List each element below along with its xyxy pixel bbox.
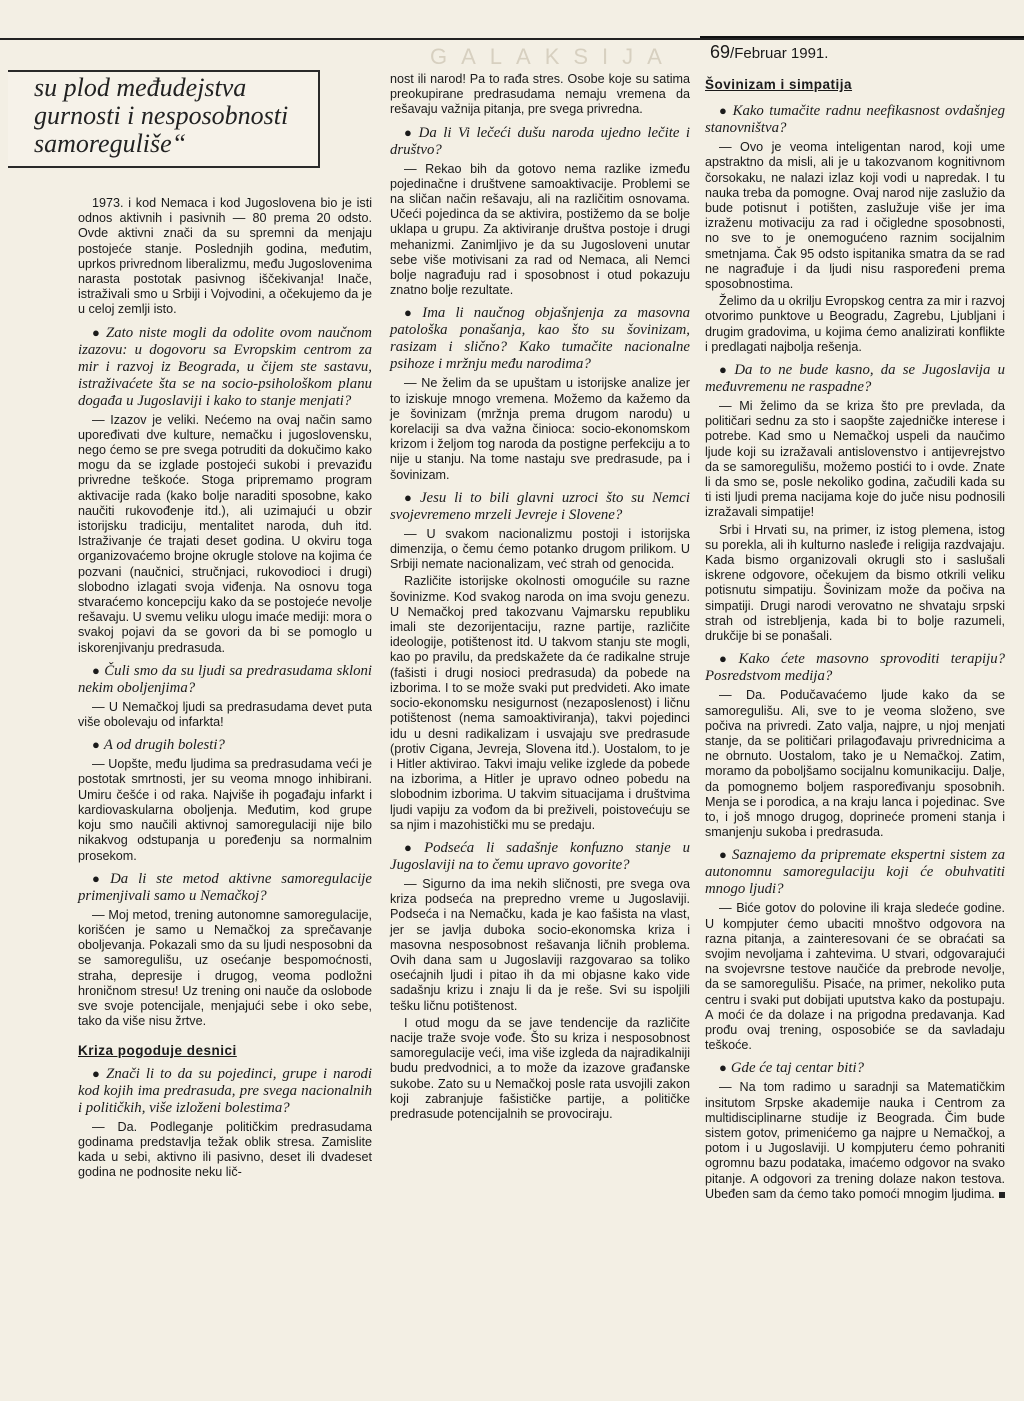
- body-paragraph: Srbi i Hrvati su, na primer, iz istog plemena, istog su porekla, ali ih kulturno nasleđe i religija razdvajaju. Kada bismo organizovali okrugli sto i saslušali iskrene odgovore, očekujem da bismo otkrili veliku potisnutu simpatiju. Šovinizam može da počiva na simpatiji. Drugi narodi verovatno ne shvataju srpski strah od istrebljenja, kada bi to bolje razumeli, drukčije bi se ponašali.: [705, 522, 1005, 644]
- body-paragraph: I otud mogu da se jave tendencije da različite nacije traže svoje vođe. Što su kriza i nesposobnost samoregulacije veći, ima više izgleda da najradikalniji budu predvodnici, a to može da izazove građanske sukobe. Zato su u Nemačkoj posle rata usvojili zakon koji zabranjuje fašističke partije, a političke predrasude potencijalnih se provociraju.: [390, 1015, 690, 1121]
- question-text: A od drugih bolesti?: [103, 737, 225, 754]
- body-paragraph: 1973. i kod Nemaca i kod Jugoslovena bio je isti odnos aktivnih i pasivnih — 80 prema 20 odsto. Ovde aktivni znači da su spremni da menjaju postojeće stanje. Poslednjih godina, međutim, uprkos privrednom liberalizmu, među Jugoslovenima narasta postotak pasivnog iščekivanja! Inače, istraživali smo u Srbiji i Vojvodini, a očekujemo da je u celoj zemlji isto.: [78, 196, 372, 317]
- bullet-icon: ●: [719, 651, 735, 667]
- interview-question: [78, 324, 372, 410]
- interview-question: [390, 304, 690, 373]
- bullet-icon: ●: [404, 305, 419, 321]
- question-text: Jesu li to bili glavni uzroci što su Nemci svojevremeno mrzeli Jevreje i Slovene?: [390, 489, 690, 523]
- issue-date: /Februar 1991.: [730, 45, 829, 62]
- interview-question: [705, 102, 1005, 137]
- interview-question: [78, 736, 372, 754]
- column-1: [78, 196, 372, 1182]
- pullquote-line: samoreguliše“: [34, 129, 187, 158]
- bullet-icon: ●: [719, 1060, 727, 1076]
- interview-question: [705, 846, 1005, 898]
- interview-question: [705, 1059, 1005, 1077]
- question-text: Ima li naučnog objašnjenja za masovna patološka ponašanja, kao što su šovinizam, rasizam i slično? Kako tumačite nacionalne psihoze i mržnju među narodima?: [390, 305, 690, 373]
- question-text: Kako tumačite radnu neefikasnost ovdašnjeg stanovništva?: [705, 103, 1005, 137]
- bullet-icon: ●: [92, 737, 100, 753]
- body-paragraph: — U svakom nacionalizmu postoji i istorijska dimenzija, o čemu ćemo potanko drugom prilikom. U Srbiji nemate nacionalizam, već strah od genocida.: [390, 526, 690, 572]
- body-paragraph: — Ovo je veoma inteligentan narod, koji ume apstraktno da misli, ali je u takozvanom kognitivnom čorsokaku, ne nalazi izlaz koji vodi u napredak. I tu nauka treba da pomogne. Ovaj narod nije zaslužio da bude potisnut i potišten, zaslužuje više jer ima izraženu motivaciju za rad i očigledne sposobnosti, no sve to je onemogućeno raznim socijalnim smetnjama. Čak 95 odsto ispitanika smatra da se rad ne nagrađuje i da ljudi nisu raspoređeni prema sposobnostima.: [705, 140, 1005, 292]
- column-2: [390, 72, 690, 1124]
- question-text: Da to ne bude kasno, da se Jugoslavija u međuvremenu ne raspadne?: [705, 362, 1005, 396]
- pullquote-line: gurnosti i nesposobnosti: [34, 101, 289, 130]
- body-paragraph: — Izazov je veliki. Nećemo na ovaj način samo upoređivati dve kulture, nemačku i jugoslovensku, nego ćemo se pre svega potruditi da dokučimo kako mogu da se izglade postojeći sukobi i prevaziđu privredne teškoće. Stoga pripremamo program aktivacije rada (kako bolje naraditi sposobne, kako naučiti rukovođenje itd.), ali uzimajući u obzir istorijsku tradiciju, mentalitet naroda, duh itd. Istraživanje će trajati deset godina. U okviru toga organizovaćemo brojne okrugle stolove na kojima će pozvani (naučnici, stručnjaci, rukovodioci i drugi) slobodno izlagati svoja viđenja. Na osnovu toga stvaraćemo koncepciju kako da se postojeće nevolje rešavaju. U svemu veliku ulogu imaće mediji: mora o svakoj pojavi da se govori da bi se pomoglo u iskorenjivanju predrasuda.: [78, 412, 372, 655]
- interview-question: [78, 870, 372, 905]
- pullquote-line: su plod međudejstva: [34, 73, 247, 102]
- issue-header: [710, 42, 828, 63]
- bullet-icon: ●: [719, 103, 729, 119]
- bullet-icon: ●: [719, 362, 731, 378]
- interview-question: [390, 489, 690, 524]
- question-text: Znači li to da su pojedinci, grupe i narodi kod kojih ima predrasuda, pre svega nacionalnih i političkih, više izloženi bolestima?: [78, 1065, 372, 1116]
- interview-question: [390, 124, 690, 159]
- top-rule: [0, 38, 1024, 40]
- pullquote-box: [8, 70, 320, 168]
- body-paragraph: Različite istorijske okolnosti omogućile su razne šovinizme. Kod svakog naroda on ima svoju genezu. U Nemačkoj pred takozvanu Vajmarsku republiku imali ste dezorijentaciju, razne partije, različite ideologije, potištenost itd. U takvom stanju ste mogli, kao po pravilu, da predskažete da će radikalne struje (fašisti i drugi nosioci predrasuda) da pobede na izborima. I to se može svaki put predvideti. Ako imate socio-ekonomsku nesigurnost (nezaposlenost) i ličnu potištenost (nema samoaktiviranja), takvi pojedinci idu u desni radikalizam i usvajaju sve predrasude (protiv Cigana, Jevreja, Slovena itd.). Uostalom, to je i Hitler aktivirao. Takvi imaju velike izglede da pobede na izborima, a Hitler je upravo odneo pobedu na slobodnim izborima. U takvim situacijama i društvima ljudi vapiju za vođom da bi preživeli, poistovećuju se sa njim i mazohistički mu se predaju.: [390, 574, 690, 832]
- bullet-icon: ●: [404, 124, 415, 140]
- question-text: Saznajemo da pripremate ekspertni sistem za autonomnu samoregulaciju koji će obuhvatiti mnogo ljudi?: [705, 847, 1005, 898]
- end-mark-icon: [999, 1192, 1005, 1198]
- section-heading: Šovinizam i simpatija: [705, 77, 853, 92]
- question-text: Podseća li sadašnje konfuzno stanje u Jugoslaviji na to čemu upravo govorite?: [390, 839, 690, 873]
- bullet-icon: ●: [92, 662, 101, 678]
- bullet-icon: ●: [404, 839, 421, 855]
- body-paragraph: — Da. Podleganje političkim predrasudama godinama predstavlja težak oblik stresa. Zamislite kada u sebi, aktivno ili pasivno, deset ili dvadeset godina ne podnosite neku lič-: [78, 1119, 372, 1180]
- body-paragraph: Želimo da u okrilju Evropskog centra za mir i razvoj otvorimo punktove u Beogradu, Zagrebu, Ljubljani i drugim gradovima, u kojima ćemo analizirati konflikte i predlagati najbolja rešenja.: [705, 294, 1005, 354]
- body-paragraph: — Mi želimo da se kriza što pre prevlada, da političari sednu za sto i saopšte zajedničke interese i potrebe. Kad smo u Nemačkoj uspeli da naučimo ljude koji su izražavali antislovenstvo i antijevrejstvo da se samoregulišu, možemo postići to i ovde. Znate li da smo se, posle nekoliko godina, začudili kada su ti isti ljudi prema nacijama koje do juče nisu podnosili izražavali simpatije!: [705, 399, 1005, 520]
- issue-number: 69: [710, 42, 731, 62]
- body-paragraph: — Rekao bih da gotovo nema razlike između pojedinačne i društvene samoaktivacije. Problemi se na sličan način rešavaju, ali na različitim osnovama. Učeći pojedinca da se aktivira, postižemo da se bolje uklapa u grupu. Za aktiviranje društva postoje i drugi mehanizmi. Zanimljivo je da su Jugosloveni unutar sebe više motivisani za rad od Nemaca, ali Nemci bolje nagrađuju rad i sposobnost i otud pokazuju znatno bolje rezultate.: [390, 161, 690, 298]
- bullet-icon: ●: [92, 1065, 103, 1081]
- body-paragraph: — Biće gotov do polovine ili kraja sledeće godine. U kompjuter ćemo ubaciti mnoštvo odgovora na razna pitanja, a zainteresovani će se obraćati sa svojim nevoljama i zahtevima. U stvari, odgovarajući na svojevrsne testove naučiće da prebrode nevolje, da se samoregulišu. Pisaće, na primer, nekoliko puta centru i svaki put dobijati uputstva kako da postupaju. A moći će da dolaze i na prigodna predavanja. Kad prođu ovaj trening, osposobiće se da savladaju teškoće.: [705, 901, 1005, 1053]
- question-text: Zato niste mogli da odolite ovom naučnom izazovu: u dogovoru sa Evropskim centrom za mir i razvoj iz Beograda, u čijem ste sastavu, istraživaćete šta se na socio-psihološkom planu događa u Jugoslaviji i kako to stanje menjati?: [78, 324, 372, 409]
- header-rule: [700, 36, 1024, 38]
- interview-question: [705, 361, 1005, 396]
- watermark: GALAKSIJA: [430, 44, 676, 69]
- interview-question: [390, 839, 690, 874]
- bullet-icon: ●: [92, 324, 102, 340]
- body-paragraph: — Na tom radimo u saradnji sa Matematičkim insitutom Srpske akademije nauka i Centrom za multidisciplinarne studije iz Beograda. Čim bude sistem gotov, primenićemo ga najpre u Nemačkoj, a potom i u Jugoslaviji. U kompjuteru ćemo pohraniti ogromnu bazu podataka, imaćemo odgovor na svako pitanje. A odgovori za trening dolaze nakon testova. Ubeđen sam da ćemo tako pomoći mnogim ljudima.: [705, 1080, 1005, 1201]
- question-text: Da li ste metod aktivne samoregulacije primenjivali samo u Nemačkoj?: [78, 870, 372, 904]
- body-paragraph: — Ne želim da se upuštam u istorijske analize jer to iziskuje mnogo vremena. Možemo da kažemo da je šovinizam (mržnja prema drugom narodu) u korelaciji sa dva važna činioca: socio-ekonomskom krizom i željom tog naroda da postigne perfekciju a to nije u stanju. Na tome nastaju sve predrasude, pa i šovinizam.: [390, 376, 690, 482]
- body-paragraph: nost ili narod! Pa to rađa stres. Osobe koje su satima preokupirane predrasudama nemaju vremena da rešavaju važnija pitanja, pre svega privredna.: [390, 72, 690, 117]
- body-paragraph: — U Nemačkoj ljudi sa predrasudama devet puta više obolevaju od infarkta!: [78, 699, 372, 730]
- body-paragraph: — Sigurno da ima nekih sličnosti, pre svega ova kriza podseća na prepredno vreme u Jugoslaviji. Podseća i na Nemačku, kada je kao fašista na vlast, jer se javlja duboka socio-ekonomska kriza i masovna nesposobnost rešavanja ličnih problema. Ovih dana sam u Jugoslaviji razgovarao sa toliko osećajnih ljudi i pitao ih da mi objasne kako vide sadašnju krizu i znaju li da je reše. Svi su ispoljili tešku ličnu potištenost.: [390, 876, 690, 1013]
- bullet-icon: ●: [404, 489, 416, 505]
- question-text: Gde će taj centar biti?: [730, 1060, 864, 1077]
- pullquote-text: [34, 74, 288, 158]
- interview-question: [78, 1065, 372, 1117]
- question-text: Da li Vi lečeći dušu naroda ujedno lečite i društvo?: [390, 124, 690, 158]
- question-text: Kako ćete masovno sprovoditi terapiju? Posredstvom medija?: [705, 651, 1005, 685]
- body-paragraph: — Da. Podučavaćemo ljude kako da se samoregulišu. Ali, sve to je veoma složeno, sve počiva na privredi. Zato valja, najpre, u njoj menjati stanje, da se političari prilagođavaju privrednicima a ne obrnuto. Uostalom, tako je u Nemačkoj. Zatim, moramo da poboljšamo socijalnu komunikaciju. Dalje, da pomognemo boljem raspoređivanju sposobnih. Menja se i porodica, a na kraju lanca i pojedinac. Sve to, i još mnogo drugog, doprineće promeni stanja i smanjenju sukoba i predrasuda.: [705, 688, 1005, 840]
- column-3: [705, 77, 1005, 1204]
- body-paragraph: — Moj metod, trening autonomne samoregulacije, korišćen je samo u Nemačkoj za sprečavanje oboljevanja. Pokazali smo da su ljudi nesposobni da se samoregulišu, uz osećanje bespomoćnosti, straha, depresije i drugog, veoma podložni hroničnom stresu! Uz trening oni nauče da oslobode sve svoje potencijale, menjajući sebe i oko sebe, tako da više nisu žrtve.: [78, 907, 372, 1029]
- interview-question: [705, 650, 1005, 685]
- section-heading: Kriza pogoduje desnici: [78, 1043, 237, 1059]
- bullet-icon: ●: [719, 847, 729, 863]
- body-paragraph: — Uopšte, među ljudima sa predrasudama veći je postotak smrtnosti, jer su veoma mnogo inhibirani. Umiru češće i od raka. Najviše ih pogađaju infarkt i kardiovaskularna oboljenja. Međutim, kod grupe koju smo naučili aktivnoj samoregulaciji nije bilo nikakvog odstupanja u poređenju sa normalnim prosekom.: [78, 757, 372, 863]
- bullet-icon: ●: [92, 870, 107, 886]
- question-text: Čuli smo da su ljudi sa predrasudama skloni nekim oboljenjima?: [78, 662, 372, 696]
- interview-question: [78, 662, 372, 697]
